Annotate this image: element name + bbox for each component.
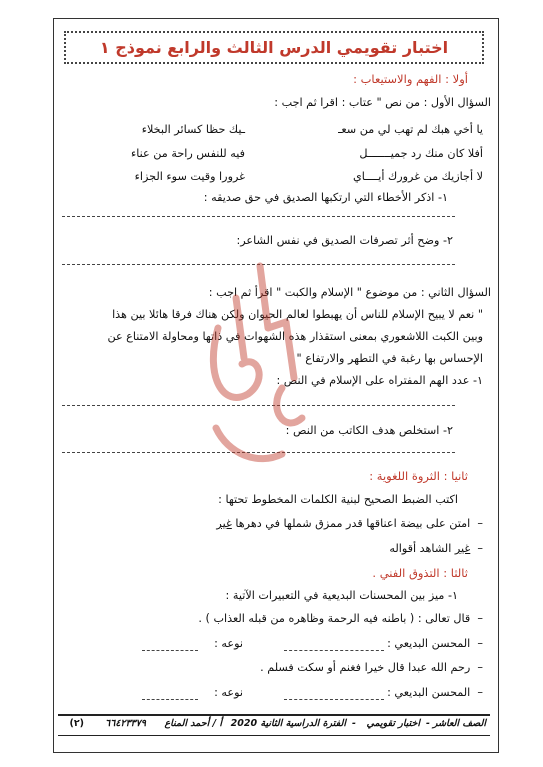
q1-item2: ٢- وضح أثر تصرفات الصديق في نفس الشاعر: [236, 234, 453, 247]
section2-item1: – امتن على بيضة اعناقها قدر ممزق شملها في دهرها غير [216, 517, 483, 530]
answer-line[interactable] [62, 452, 455, 453]
footer-rule [58, 714, 490, 716]
item1-text: امتن على بيضة اعناقها قدر ممزق شملها في دهرها [231, 517, 471, 530]
section1-heading: أولا : الفهم والاستيعاب : [353, 72, 468, 86]
verse3-left: غرورا وقيت سوء الجزاء [134, 170, 245, 183]
answer-line[interactable] [142, 699, 198, 700]
q1-heading: السؤال الأول : من نص " عتاب : اقرا ثم اجب : [274, 96, 491, 109]
footer-phone: ٦٦٤٢٣٣٧٩ [105, 718, 146, 729]
section3-instruction: ١- ميز بين المحسنات البديعية في التعبيرات الآتية : [225, 589, 458, 602]
footer-exam: اختبار تقويمي [366, 718, 420, 729]
underlined-word: غير [216, 517, 232, 530]
device-row-2: – المحسن البديعي : [387, 686, 483, 699]
section2-item2: – غير الشاهد أقواله [389, 542, 483, 555]
passage-line-2: وبين الكبت اللاشعوري بمعنى استقذار هذه الشهوات في ذاتها ومحاولة الامتناع عن [107, 330, 483, 343]
title-box [64, 31, 484, 64]
verse1-right: يا أخي هبك لم تهب لي من سعـ [338, 123, 483, 136]
example-1: – قال تعالى : ( باطنه فيه الرحمة وظاهره من قبله العذاب ) . [198, 612, 483, 625]
underlined-word: غير [454, 542, 471, 555]
q2-heading: السؤال الثاني : من موضوع " الإسلام والكبت " اقرأ ثم اجب : [208, 286, 491, 299]
answer-line[interactable] [62, 216, 455, 217]
verse3-right: لا أجازيك من غرورك أيــــاي [352, 170, 483, 183]
example-2-text: رحم الله عبدا قال خيرا فغنم أو سكت فسلم . [260, 661, 471, 674]
verse1-left: ـيك حظا كسائر البخلاء [141, 123, 245, 136]
footer-separator: - [352, 718, 356, 729]
item2-text: الشاهد أقواله [389, 542, 455, 555]
passage-line-3: الإحساس بها رغبة في التطهر والارتفاع " [296, 352, 483, 365]
section2-heading: ثانيا : الثروة اللغوية : [369, 469, 468, 483]
page-title: اختبار تقويمي الدرس الثالث والرابع نموذج ١ [99, 38, 449, 57]
q2-item2: ٢- استخلص هدف الكاتب من النص : [285, 424, 453, 437]
answer-line[interactable] [142, 650, 198, 651]
footer [60, 718, 488, 734]
page-number: (٢) [69, 718, 84, 729]
footer-grade: الصف العاشر [432, 718, 486, 729]
device-label: المحسن البديعي : [387, 686, 471, 699]
answer-line[interactable] [62, 405, 455, 406]
footer-period: الفترة الدراسية الثانية 2020 [230, 718, 346, 729]
verse2-right: أفلا كان منك رد جميـــــــل [359, 147, 483, 160]
passage-line-1: " نعم لا يبيح الإسلام للناس أن يهبطوا لعالم الحيوان ولكن هناك فرقا هائلا بين هذا [112, 308, 483, 321]
q2-item1: ١- عدد الهم المفتراه على الإسلام في النص : [276, 374, 483, 387]
answer-line[interactable] [284, 650, 384, 651]
type-label: نوعه : [214, 637, 243, 650]
footer-separator: - [426, 718, 430, 729]
section2-instruction: اكتب الضبط الصحيح لبنية الكلمات المخطوط تحتها : [218, 493, 458, 506]
device-row-1: – المحسن البديعي : [387, 637, 483, 650]
footer-teacher: أ / أحمد المناع [164, 718, 222, 729]
answer-line[interactable] [284, 699, 384, 700]
example-1-text: قال تعالى : ( باطنه فيه الرحمة وظاهره من قبله العذاب ) . [198, 612, 471, 625]
type-label: نوعه : [214, 686, 243, 699]
answer-line[interactable] [62, 264, 455, 265]
section3-heading: ثالثا : التذوق الفني . [372, 566, 468, 580]
example-2: – رحم الله عبدا قال خيرا فغنم أو سكت فسلم . [260, 661, 483, 674]
q1-item1: ١- اذكر الأخطاء التي ارتكبها الصديق في حق صديقه : [203, 191, 448, 204]
verse2-left: فيه للنفس راحة من عناء [130, 147, 245, 160]
footer-rule [58, 735, 490, 736]
device-label: المحسن البديعي : [387, 637, 471, 650]
